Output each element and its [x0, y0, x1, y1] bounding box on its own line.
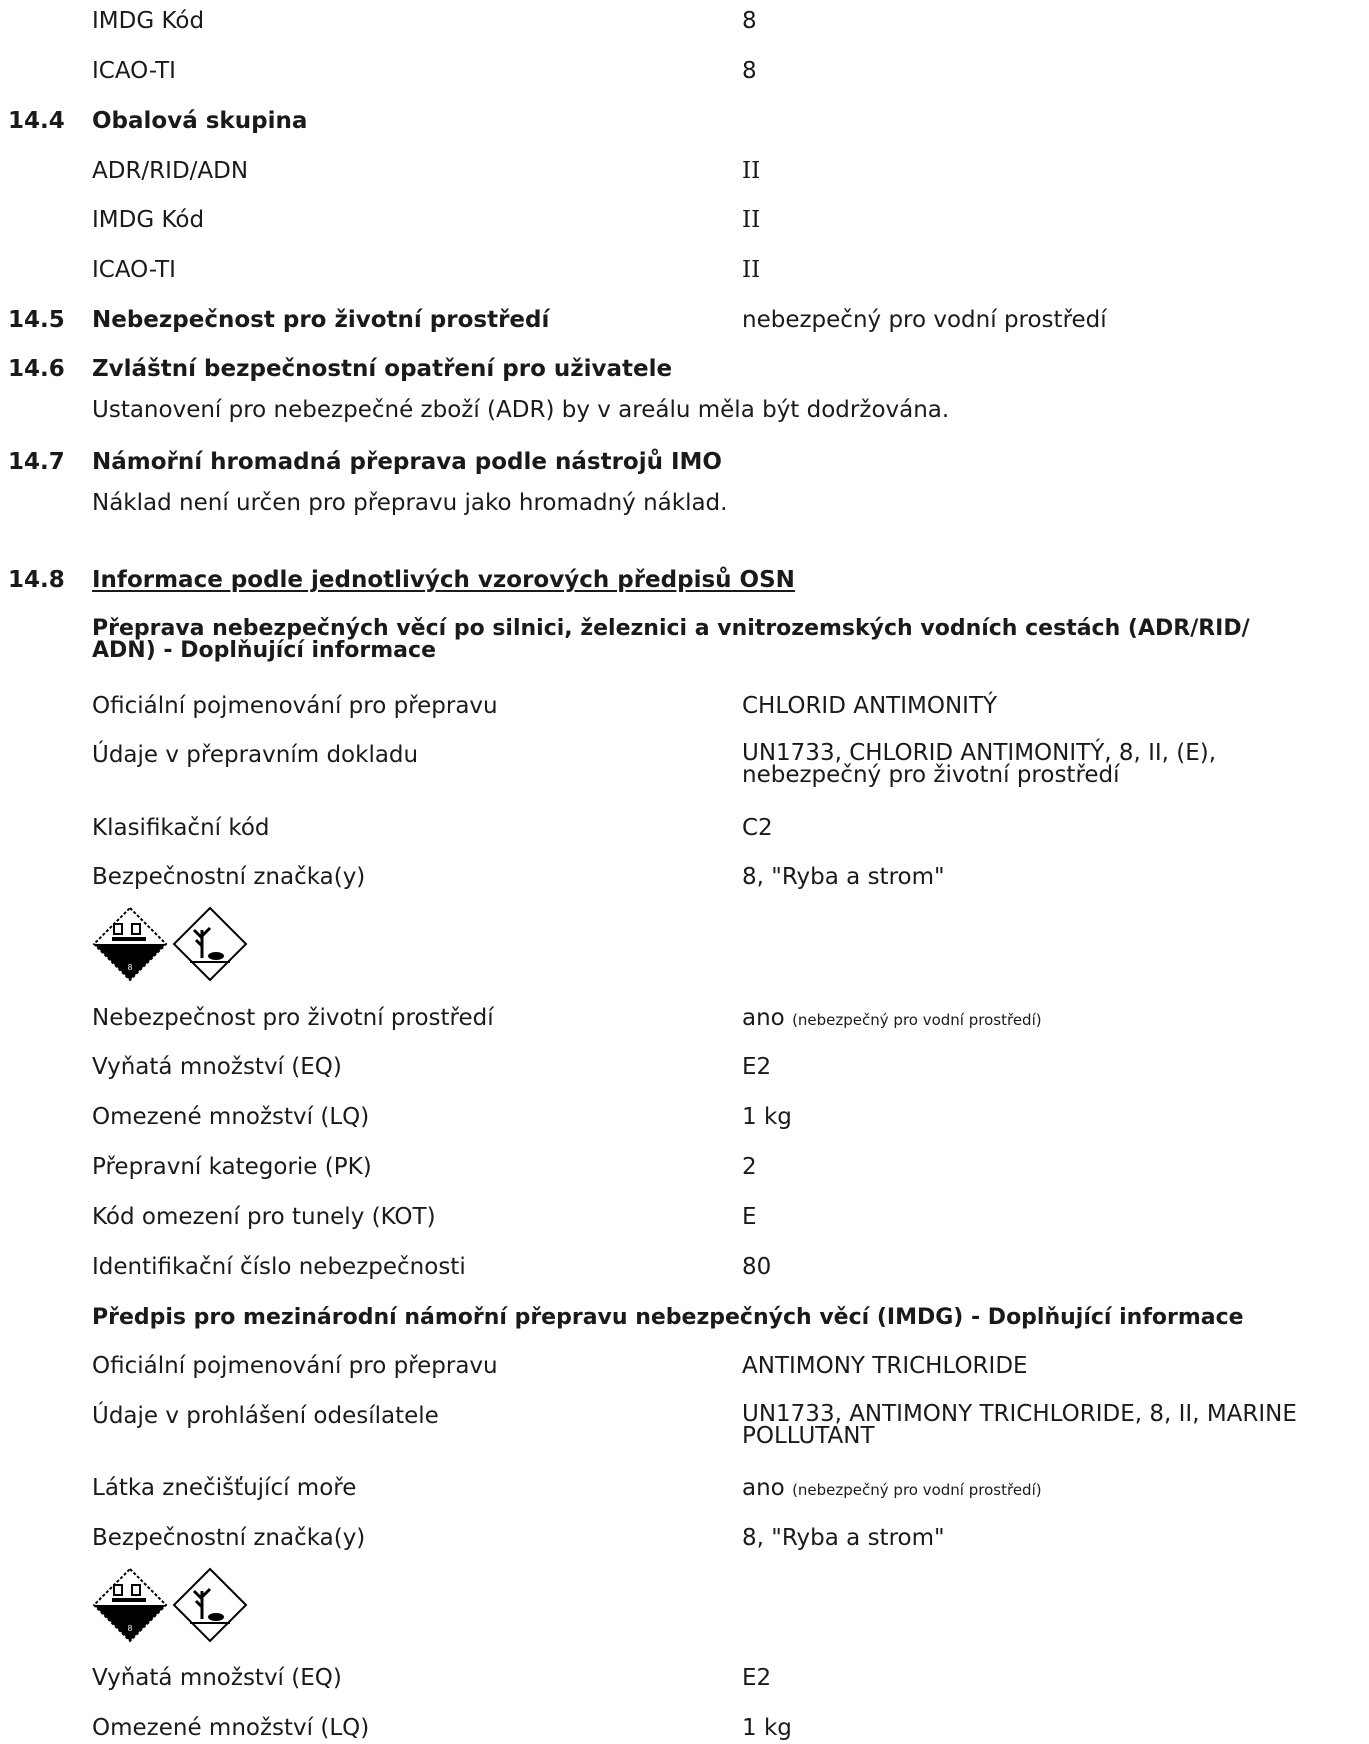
row-value: 8, "Ryba a strom" — [742, 864, 945, 890]
section-number: 14.8 — [8, 567, 65, 593]
adr-heading-line1: Přeprava nebezpečných věcí po silnici, železnici a vnitrozemských vodních cestách (ADR/RID/ — [92, 616, 1250, 641]
value-main: ano — [742, 1005, 785, 1031]
row-label: Kód omezení pro tunely (KOT) — [92, 1204, 436, 1230]
row-value: II — [742, 207, 761, 233]
row-label: Oficiální pojmenování pro přepravu — [92, 1353, 498, 1379]
section-text: Náklad není určen pro přepravu jako hromadný náklad. — [92, 490, 728, 516]
value-main: ano — [742, 1475, 785, 1501]
row-value-line1: UN1733, ANTIMONY TRICHLORIDE, 8, II, MARINE — [742, 1401, 1297, 1427]
row-value — [742, 1005, 1042, 1031]
row-label: Údaje v prohlášení odesílatele — [92, 1403, 439, 1429]
row-label: Látka znečišťující moře — [92, 1475, 357, 1501]
row-value: C2 — [742, 815, 773, 841]
row-value: 8, "Ryba a strom" — [742, 1525, 945, 1551]
row-value: E2 — [742, 1054, 772, 1080]
row-value: ANTIMONY TRICHLORIDE — [742, 1353, 1028, 1379]
row-label: Klasifikační kód — [92, 815, 270, 841]
section-title: Zvláštní bezpečnostní opatření pro uživatele — [92, 356, 673, 382]
hazard-pictograms — [92, 1567, 252, 1647]
row-label: Omezené množství (LQ) — [92, 1715, 370, 1741]
section-number: 14.7 — [8, 449, 65, 475]
imdg-heading: Předpis pro mezinárodní námořní přepravu nebezpečných věcí (IMDG) - Doplňující informace — [92, 1305, 1244, 1330]
row-value: 1 kg — [742, 1715, 792, 1741]
row-label: Vyňatá množství (EQ) — [92, 1665, 342, 1691]
svg-text:8: 8 — [127, 963, 133, 972]
hazard-pictograms — [92, 906, 252, 986]
row-value-line1: UN1733, CHLORID ANTIMONITÝ, 8, II, (E), — [742, 740, 1217, 766]
row-value: 8 — [742, 58, 757, 84]
section-number: 14.4 — [8, 108, 65, 134]
row-label: Nebezpečnost pro životní prostředí — [92, 1005, 494, 1031]
environment-hazard-pictogram — [174, 1569, 246, 1641]
row-label: Bezpečnostní značka(y) — [92, 1525, 366, 1551]
section-text: Ustanovení pro nebezpečné zboží (ADR) by v areálu měla být dodržována. — [92, 397, 950, 423]
row-value: II — [742, 158, 761, 184]
corrosive-class8-pictogram — [94, 908, 166, 980]
section-number: 14.6 — [8, 356, 65, 382]
row-value: 2 — [742, 1154, 757, 1180]
section-title: Nebezpečnost pro životní prostředí — [92, 307, 550, 333]
row-value: 1 kg — [742, 1104, 792, 1130]
section-title: Obalová skupina — [92, 108, 308, 134]
row-value: II — [742, 257, 761, 283]
row-label: ICAO-TI — [92, 58, 176, 84]
row-label: Bezpečnostní značka(y) — [92, 864, 366, 890]
row-label: IMDG Kód — [92, 207, 205, 233]
row-value: 80 — [742, 1254, 772, 1280]
row-label: IMDG Kód — [92, 8, 205, 34]
row-value — [742, 1475, 1042, 1501]
row-value: CHLORID ANTIMONITÝ — [742, 693, 998, 719]
row-value-line2: POLLUTANT — [742, 1423, 875, 1449]
row-label: Vyňatá množství (EQ) — [92, 1054, 342, 1080]
value-note: (nebezpečný pro vodní prostředí) — [792, 1011, 1042, 1029]
svg-text:8: 8 — [127, 1624, 133, 1633]
environment-hazard-pictogram — [174, 908, 246, 980]
row-label: Údaje v přepravním dokladu — [92, 742, 419, 768]
row-value: E — [742, 1204, 757, 1230]
section-number: 14.5 — [8, 307, 65, 333]
section-title: Informace podle jednotlivých vzorových předpisů OSN — [92, 567, 795, 593]
row-value-line2: nebezpečný pro životní prostředí — [742, 762, 1120, 788]
row-label: Identifikační číslo nebezpečnosti — [92, 1254, 466, 1280]
corrosive-class8-pictogram — [94, 1569, 166, 1641]
row-label: ICAO-TI — [92, 257, 176, 283]
adr-heading-line2: ADN) - Doplňující informace — [92, 638, 436, 663]
value-note: (nebezpečný pro vodní prostředí) — [792, 1481, 1042, 1499]
row-label: Přepravní kategorie (PK) — [92, 1154, 372, 1180]
row-value: 8 — [742, 8, 757, 34]
row-label: ADR/RID/ADN — [92, 158, 249, 184]
section-title: Námořní hromadná přeprava podle nástrojů IMO — [92, 449, 722, 475]
section-value: nebezpečný pro vodní prostředí — [742, 307, 1107, 333]
row-label: Oficiální pojmenování pro přepravu — [92, 693, 498, 719]
row-value: E2 — [742, 1665, 772, 1691]
row-label: Omezené množství (LQ) — [92, 1104, 370, 1130]
